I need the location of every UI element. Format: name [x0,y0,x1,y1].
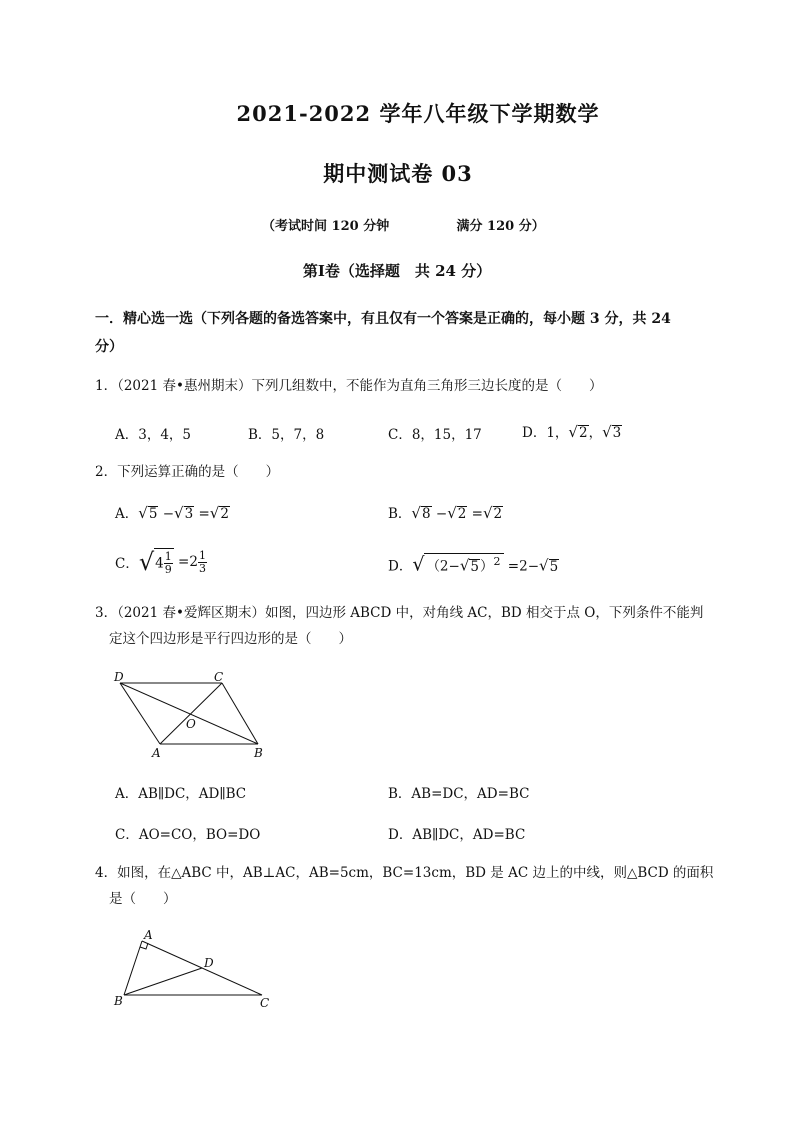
q2-c-den: 9 [164,563,172,576]
q2-a-eq: = [194,506,210,522]
q2-c-eq: =2 [173,554,198,570]
q2-c-num: 1 [164,550,172,563]
q2-d-eq: =2− [503,558,540,575]
triangle-figure [110,925,280,1015]
question-3-stem [95,600,715,652]
q2-c-radicand [154,548,174,576]
label-b: B [254,746,263,760]
q2-d-inner-close: ） [480,558,494,575]
q2-b-r2: 2 [457,506,467,522]
q2-d-exponent: 2 [493,555,501,568]
q3-stem-line1: 3．（2021 春•爱辉区期末）如图，四边形 ABCD 中，对角线 AC，BD 相交于点 O，下列条件不能判 [95,605,704,621]
exam-meta [262,215,545,234]
sqrt-sign: √ [539,556,549,575]
q2-b-prefix: B． [388,506,412,522]
exam-time: （考试时间 120 分钟 [262,219,390,234]
q3-option-c: C．AO=CO，BO=DO [115,827,261,843]
label-d: D [204,956,214,970]
question-4-stem [95,860,715,912]
label-b: B [114,994,123,1008]
q2-option-a [115,502,230,522]
sqrt-sign: √ [447,504,457,522]
question-2-stem: 2．下列运算正确的是（ ） [95,464,280,480]
sqrt-sign: √ [568,423,578,441]
sqrt-sign: √ [412,553,425,576]
question-1-stem: 1．（2021 春•惠州期末）下列几组数中，不能作为直角三角形三边长度的是（ ） [95,378,603,394]
sqrt-sign: √ [138,548,155,576]
label-d: D [114,670,124,684]
q3-option-b: B．AB=DC，AD=BC [388,786,530,802]
q2-a-r1: 5 [148,506,158,522]
q2-d-r: 5 [549,558,559,575]
volume-heading: 第Ⅰ卷（选择题 共 24 分） [302,262,492,280]
diagonal-ac [160,683,222,744]
q2-c-fraction-2 [198,550,207,575]
q2-option-c [115,548,207,576]
sqrt-sign: √ [411,504,421,522]
q2-option-b [388,502,503,522]
q3-option-d: D．AB∥DC，AD=BC [388,827,526,843]
section-heading-line2: 分） [95,339,123,355]
median-bd [124,968,202,995]
exam-subtitle: 期中测试卷 03 [323,161,473,186]
q2-c-num2: 1 [198,548,206,562]
diagonal-db [120,683,258,744]
q2-c-fraction [164,551,173,576]
q1-option-c: C．8，15，17 [388,427,482,443]
sqrt-sign: √ [138,504,148,522]
q2-d-inner-r: 5 [470,558,479,575]
exam-title: 2021-2022 学年八年级下学期数学 [236,101,600,126]
side-ab [124,941,142,995]
q2-d-prefix: D． [388,558,413,575]
q2-c-den2: 3 [198,561,206,575]
sqrt-sign: √ [482,504,493,522]
q2-b-r1: 8 [421,506,431,522]
section-heading-line1: 一．精心选一选（下列各题的备选答案中，有且仅有一个答案是正确的，每小题 3 分，共 24 [95,311,671,327]
label-c: C [260,996,270,1010]
q1-option-d [522,421,622,441]
sqrt-sign: √ [209,504,220,522]
side-cb [222,683,258,744]
sqrt-sign: √ [602,423,612,441]
q1-option-a: A．3，4，5 [115,427,192,443]
q1-d-sep: ， [588,425,603,441]
q2-b-op: − [431,506,448,522]
sqrt-sign: √ [174,504,184,522]
q4-stem-line1: 4．如图，在△ABC 中，AB⊥AC，AB=5cm，BC=13cm，BD 是 AC 边上的中线，则△BCD 的面积 [95,865,714,881]
q1-option-b: B．5，7，8 [248,427,325,443]
q2-a-r2: 3 [184,506,194,522]
q3-option-a: A．AB∥DC，AD∥BC [115,786,247,802]
q4-stem-line2: 是（ ） [109,891,177,907]
label-a: A [144,928,153,942]
label-o: O [186,717,196,731]
q2-a-op: − [158,506,175,522]
q2-option-d [388,553,559,576]
q3-stem-line2: 定这个四边形是平行四边形的是（ ） [109,631,352,647]
full-score: 满分 120 分） [456,219,545,234]
q2-b-r3: 2 [493,506,503,522]
q2-c-whole: 4 [155,555,164,572]
section-heading [95,305,715,361]
q1-d-radicand-1: 2 [578,425,588,441]
q1-d-radicand-2: 3 [612,425,622,441]
sqrt-sign: √ [459,556,470,575]
label-a: A [152,746,161,760]
q2-a-prefix: A． [115,506,139,522]
q2-a-r3: 2 [220,506,229,522]
q2-d-radicand [424,553,503,574]
q2-b-eq: = [467,506,483,522]
q2-c-prefix: C． [115,556,139,572]
label-c: C [214,670,224,684]
q2-d-inner: （2− [426,558,460,575]
parallelogram-figure [108,668,278,760]
q1-d-prefix: D．1， [522,425,569,441]
